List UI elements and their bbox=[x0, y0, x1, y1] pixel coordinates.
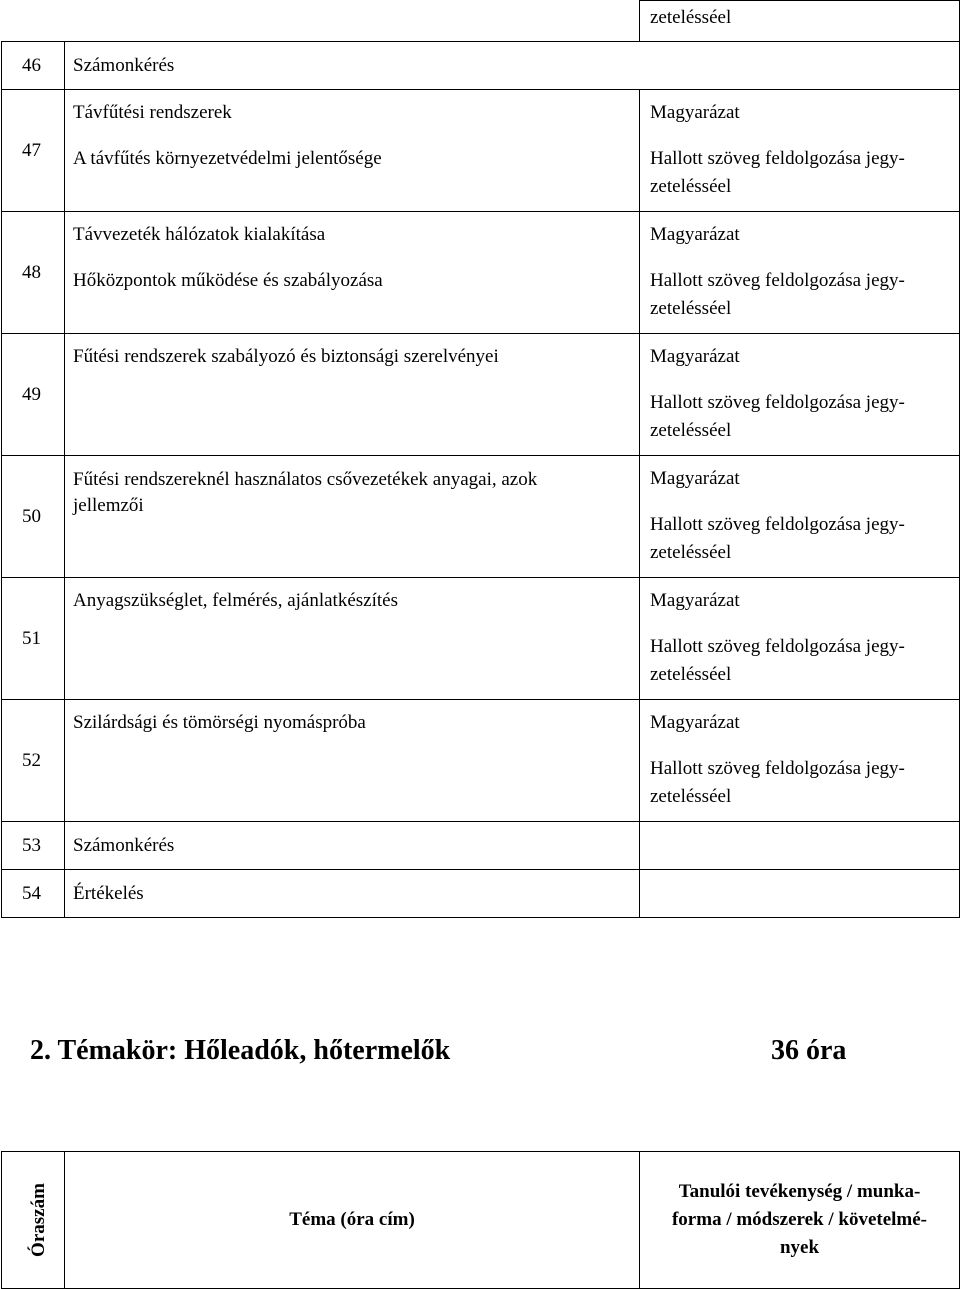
lesson-number: 53 bbox=[2, 822, 65, 870]
table-row bbox=[2, 42, 960, 90]
activity-text: zetelésséel bbox=[650, 176, 732, 197]
activity-text: Hallott szöveg feldolgozása jegy- bbox=[650, 148, 905, 169]
column-header-activity: Tanulói tevékenység / munka- forma / módszerek / követelmé- nyek bbox=[640, 1152, 960, 1289]
lesson-number: 46 bbox=[2, 42, 65, 90]
activity-text: Hallott szöveg feldolgozása jegy- bbox=[650, 758, 905, 779]
lesson-topic: Hőközpontok működése és szabályozása bbox=[73, 270, 383, 291]
activity-text: zetelésséel bbox=[650, 298, 732, 319]
lesson-topic: Anyagszükséglet, felmérés, ajánlatkészítés bbox=[73, 590, 398, 611]
lesson-topic: Számonkérés bbox=[65, 822, 640, 870]
lesson-number: 51 bbox=[2, 578, 65, 700]
lesson-number: 50 bbox=[2, 456, 65, 578]
activity-method: Magyarázat bbox=[650, 102, 740, 123]
lesson-topic: Szilárdsági és tömörségi nyomáspróba bbox=[73, 712, 366, 733]
table-header-row bbox=[2, 1152, 960, 1289]
table-row bbox=[2, 334, 960, 456]
lesson-topic: Fűtési rendszerek szabályozó és biztonsági szerelvényei bbox=[73, 346, 499, 367]
lesson-number: 48 bbox=[2, 212, 65, 334]
lesson-number: 52 bbox=[2, 700, 65, 822]
table-row bbox=[2, 212, 960, 334]
lesson-topic: A távfűtés környezetvédelmi jelentősége bbox=[73, 148, 382, 169]
lesson-topic: Számonkérés bbox=[65, 42, 960, 90]
activity-method: Magyarázat bbox=[650, 224, 740, 245]
activity-text: Hallott szöveg feldolgozása jegy- bbox=[650, 270, 905, 291]
lesson-number: 49 bbox=[2, 334, 65, 456]
activity-text: zetelésséel bbox=[650, 542, 732, 563]
activity-text: Hallott szöveg feldolgozása jegy- bbox=[650, 636, 905, 657]
table-row bbox=[2, 578, 960, 700]
activity-method: Magyarázat bbox=[650, 712, 740, 733]
lesson-table bbox=[1, 0, 960, 918]
lesson-topic: Távfűtési rendszerek bbox=[73, 102, 232, 123]
table-row bbox=[2, 1, 960, 42]
section-hours: 36 óra bbox=[771, 1035, 847, 1066]
activity-text: zetelésséel bbox=[650, 7, 732, 28]
column-header-topic: Téma (óra cím) bbox=[65, 1152, 640, 1289]
table-row bbox=[2, 700, 960, 822]
header-table bbox=[1, 1151, 960, 1289]
table-row bbox=[2, 822, 960, 870]
activity-method: Magyarázat bbox=[650, 346, 740, 367]
activity-text: zetelésséel bbox=[650, 664, 732, 685]
section-title: 2. Témakör: Hőleadók, hőtermelők bbox=[30, 1035, 451, 1066]
activity-text: Hallott szöveg feldolgozása jegy- bbox=[650, 392, 905, 413]
lesson-topic: Fűtési rendszereknél használatos csővezetékek anyagai, azok jellemzői bbox=[73, 469, 538, 516]
lesson-topic: Távvezeték hálózatok kialakítása bbox=[73, 224, 326, 245]
lesson-number: 47 bbox=[2, 90, 65, 212]
table-row bbox=[2, 870, 960, 918]
lesson-topic: Értékelés bbox=[65, 870, 640, 918]
table-row bbox=[2, 456, 960, 578]
table-row bbox=[2, 90, 960, 212]
activity-text: zetelésséel bbox=[650, 786, 732, 807]
activity-method: Magyarázat bbox=[650, 590, 740, 611]
activity-method: Magyarázat bbox=[650, 468, 740, 489]
activity-text: zetelésséel bbox=[650, 420, 732, 441]
lesson-number: 54 bbox=[2, 870, 65, 918]
column-header-hours: Óraszám bbox=[27, 1183, 49, 1257]
activity-text: Hallott szöveg feldolgozása jegy- bbox=[650, 514, 905, 535]
